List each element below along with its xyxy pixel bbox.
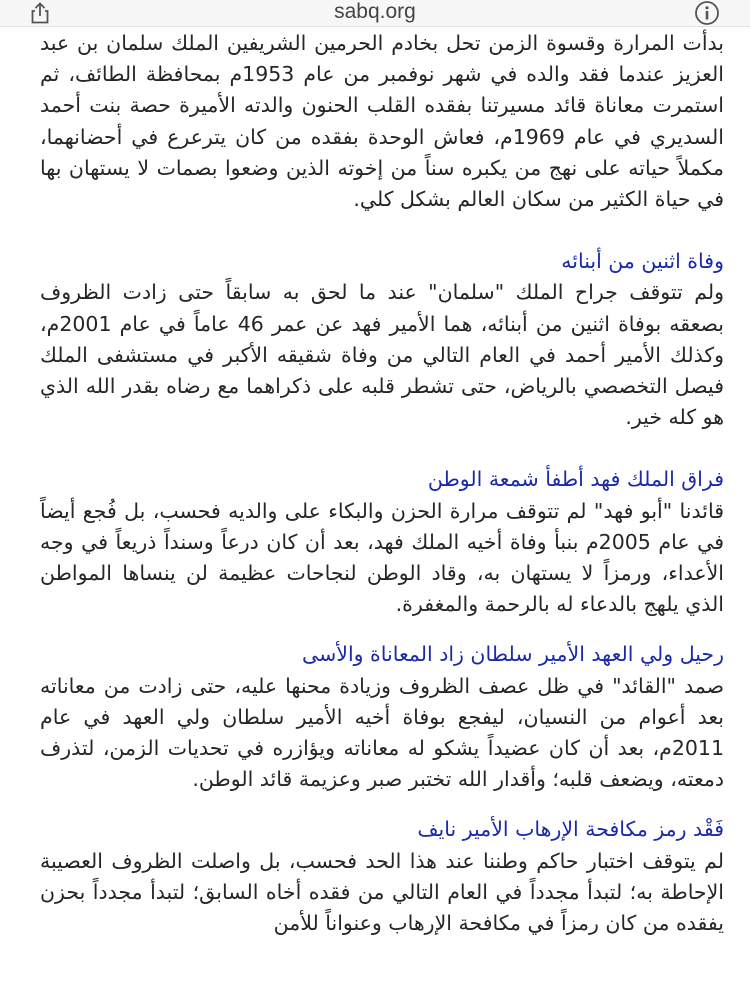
section-heading-sons: وفاة اثنين من أبنائه [561,249,724,274]
browser-address-bar [0,0,750,27]
info-icon[interactable] [694,0,720,26]
section-paragraph-sons: ولم تتوقف جراح الملك "سلمان" عند ما لحق به سابقاً حتى زادت الظروف بصعقه بوفاة اثنين من أبنائه، هما الأمير فهد عن عمر 46 عاماً في عام 2001م، وكذلك الأمير أحمد في العام التالي من وفاة شقيقه الأكبر في مستشفى الملك فيصل التخصصي بالرياض، حتى تشطر قلبه على ذكراهما مع رضاه بقدر الله الذي هو كله خير. [40,280,725,430]
section-heading-king-fahd: فراق الملك فهد أطفأ شمعة الوطن [427,467,724,492]
section-heading-prince-nayef: فَقْد رمز مكافحة الإرهاب الأمير نايف [417,817,724,842]
section-paragraph-king-fahd: قائدنا "أبو فهد" لم تتوقف مرارة الحزن والبكاء على والديه فحسب، بل فُجع أيضاً في عام 2005م بنبأ وفاة أخيه الملك فهد، بعد أن كان درعاً وسنداً ذريعاً في وجه الأعداء، ورمزاً لا يستهان به، وقاد الوطن لنجاحات عظيمة لن ينساها المواطن الذي يلهج بالدعاء له بالرحمة والمغفرة. [40,498,724,617]
article-intro-paragraph: بدأت المرارة وقسوة الزمن تحل بخادم الحرمين الشريفين الملك سلمان بن عبد العزيز عندما فقد والده في شهر نوفمبر من عام 1953م بمحافظة الطائف، ثم استمرت معاناة قائد مسيرتنا بفقده القلب الحنون والدته الأميرة حصة بنت أحمد السديري في عام 1969م، فعاش الوحدة بفقده من كان يترعرع في أحضانهما، مكملاً حياته على نهج من يكبره سناً من إخوته الذين وضعوا بصمات لا يستهان بها في حياة الكثير من سكان العالم بشكل كلي. [40,31,724,212]
section-paragraph-prince-nayef: لم يتوقف اختبار حاكم وطننا عند هذا الحد فحسب، بل واصلت الظروف العصيبة الإحاطة به؛ لتبدأ مجدداً في العام التالي من فقده أخاه السابق؛ لتبدأ مجدداً بحزن يفقده من كان رمزاً في مكافحة الإرهاب وعنواناً للأمن [40,848,724,936]
url-domain[interactable]: sabq.org [334,0,416,23]
section-heading-prince-sultan: رحيل ولي العهد الأمير سلطان زاد المعاناة والأسى [301,642,724,667]
section-paragraph-prince-sultan: صمد "القائد" في ظل عصف الظروف وزيادة محنها عليه، حتى زادت من معاناته بعد أعوام من النسيان، ليفجع بوفاة أخيه الأمير سلطان ولي العهد في عام 2011م، بعد أن كان عضيداً يشكو له معاناته ويؤازره في تحديات الزمن، لتذرف دمعته، ويضعف قلبه؛ وأقدار الله تختبر صبر وعزيمة قائد الوطن. [40,673,724,792]
article-body [40,28,724,939]
